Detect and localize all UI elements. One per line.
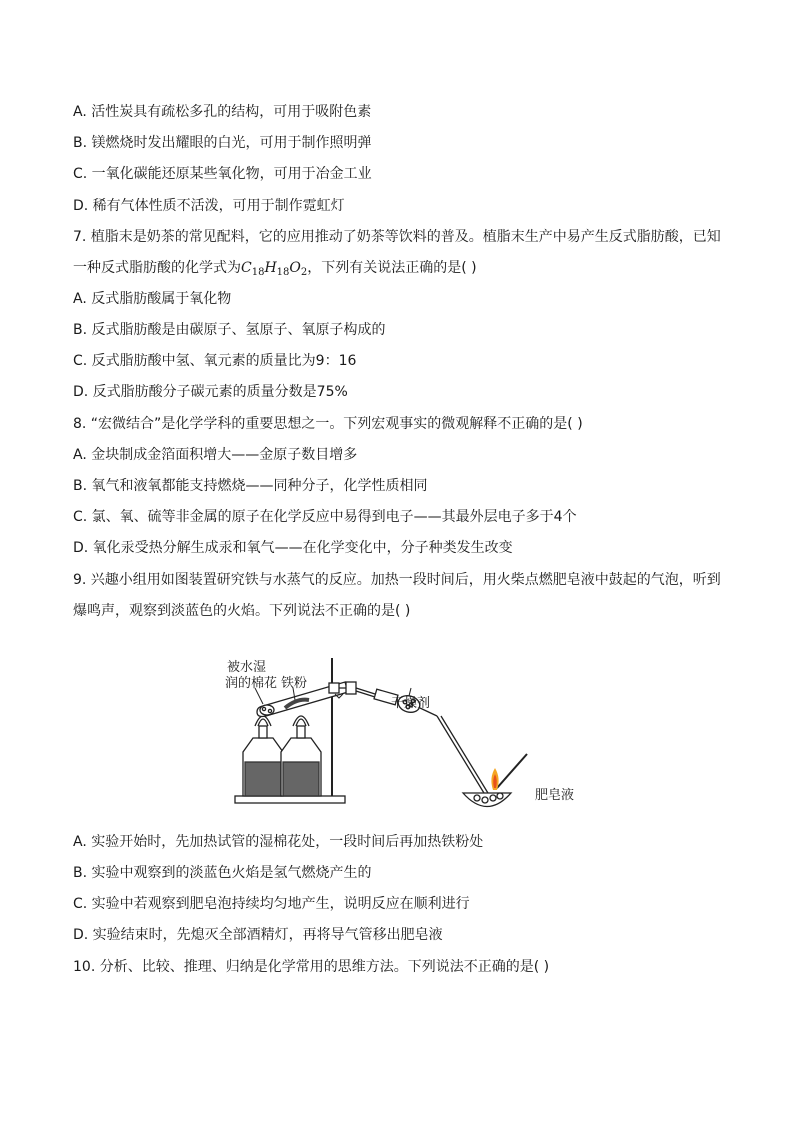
q9-option-c: C. 实验中若观察到肥皂泡持续均匀地产生，说明反应在顺利进行 — [73, 896, 470, 912]
q7-stem-suffix: ，下列有关说法正确的是( ) — [307, 260, 477, 276]
q7-option-a: A. 反式脂肪酸属于氧化物 — [73, 291, 232, 307]
q6-option-c: C. 一氧化碳能还原某些氧化物，可用于冶金工业 — [73, 166, 372, 182]
q7-option-c: C. 反式脂肪酸中氢、氧元素的质量比为9：16 — [73, 353, 357, 369]
label-soap-solution: 肥皂液 — [535, 788, 575, 803]
q9-stem-line1: 9. 兴趣小组用如图装置研究铁与水蒸气的反应。加热一段时间后，用火柴点燃肥皂液中鼓起的气泡，听到 — [73, 572, 721, 588]
q7-stem-prefix: 一种反式脂肪酸的化学式为 — [73, 260, 241, 276]
q6-option-b: B. 镁燃烧时发出耀眼的白光，可用于制作照明弹 — [73, 135, 372, 151]
q8-stem: 8. “宏微结合”是化学学科的重要思想之一。下列宏观事实的微观解释不正确的是( ) — [73, 416, 583, 432]
chemical-formula: $C_{18}H_{18}O_2$ — [241, 260, 308, 278]
q7-option-d: D. 反式脂肪酸分子碳元素的质量分数是75% — [73, 384, 348, 400]
label-desiccant: 干燥剂 — [391, 696, 431, 711]
q8-option-a: A. 金块制成金箔面积增大——金原子数目增多 — [73, 447, 358, 463]
q7-option-b: B. 反式脂肪酸是由碳原子、氢原子、氧原子构成的 — [73, 322, 386, 338]
q8-option-c: C. 氯、氧、硫等非金属的原子在化学反应中易得到电子——其最外层电子多于4个 — [73, 509, 577, 525]
q9-option-a: A. 实验开始时，先加热试管的湿棉花处，一段时间后再加热铁粉处 — [73, 834, 484, 850]
label-iron-powder: 铁粉 — [281, 676, 308, 691]
apparatus-figure — [225, 650, 595, 815]
q9-option-d: D. 实验结束时，先熄灭全部酒精灯，再将导气管移出肥皂液 — [73, 927, 443, 943]
q6-option-a: A. 活性炭具有疏松多孔的结构，可用于吸附色素 — [73, 104, 372, 120]
q9-stem-line2: 爆鸣声，观察到淡蓝色的火焰。下列说法不正确的是( ) — [73, 603, 411, 619]
q7-stem-line2 — [73, 258, 477, 283]
q8-option-d: D. 氧化汞受热分解生成汞和氧气——在化学变化中，分子种类发生改变 — [73, 540, 513, 556]
q7-stem-line1: 7. 植脂末是奶茶的常见配料，它的应用推动了奶茶等饮料的普及。植脂末生产中易产生反式脂肪酸，已知 — [73, 229, 721, 245]
label-wet-cotton-line2: 润的棉花 — [225, 676, 278, 691]
label-wet-cotton-line1: 被水湿 — [227, 660, 267, 675]
q6-option-d: D. 稀有气体性质不活泼，可用于制作霓虹灯 — [73, 198, 345, 214]
q9-option-b: B. 实验中观察到的淡蓝色火焰是氢气燃烧产生的 — [73, 865, 372, 881]
q10-stem: 10. 分析、比较、推理、归纳是化学常用的思维方法。下列说法不正确的是( ) — [73, 959, 550, 975]
q8-option-b: B. 氧气和液氧都能支持燃烧——同种分子，化学性质相同 — [73, 478, 428, 494]
